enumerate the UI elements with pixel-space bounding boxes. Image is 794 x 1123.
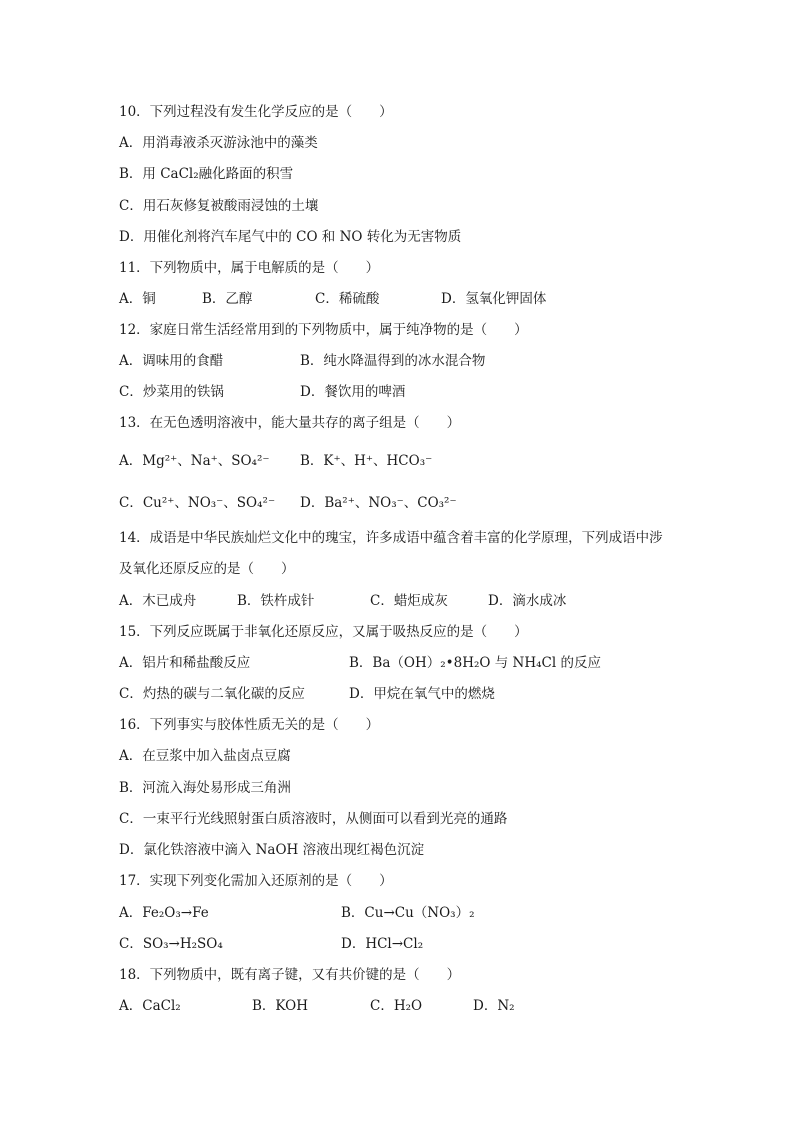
question-10-option-a: A．用消毒液杀灭游泳池中的藻类 <box>119 135 318 151</box>
question-10-stem: 10．下列过程没有发生化学反应的是（ ） <box>119 104 393 120</box>
question-17-stem: 17．实现下列变化需加入还原剂的是（ ） <box>119 873 393 889</box>
question-18-option-b: B．KOH <box>252 998 308 1014</box>
question-11-option-d: D．氢氧化钾固体 <box>441 291 547 307</box>
question-14-option-d: D．滴水成冰 <box>488 593 567 609</box>
question-13-option-a: A．Mg²⁺、Na⁺、SO₄²⁻ <box>119 453 270 469</box>
question-12-option-b: B．纯水降温得到的冰水混合物 <box>300 353 486 369</box>
question-17-option-c: C．SO₃→H₂SO₄ <box>119 936 223 952</box>
question-16-option-d: D．氯化铁溶液中滴入 NaOH 溶液出现红褐色沉淀 <box>119 842 425 858</box>
question-15-option-d: D．甲烷在氧气中的燃烧 <box>349 686 495 702</box>
question-18-stem: 18．下列物质中，既有离子键，又有共价键的是（ ） <box>119 967 461 983</box>
question-17-option-d: D．HCl→Cl₂ <box>341 936 424 952</box>
question-10-option-c: C．用石灰修复被酸雨浸蚀的土壤 <box>119 198 319 214</box>
question-16-option-a: A．在豆浆中加入盐卤点豆腐 <box>119 748 291 764</box>
question-17-option-b: B．Cu→Cu（NO₃）₂ <box>341 905 475 921</box>
question-16-option-b: B．河流入海处易形成三角洲 <box>119 780 291 796</box>
question-15-option-c: C．灼热的碳与二氧化碳的反应 <box>119 686 305 702</box>
question-11-option-c: C．稀硫酸 <box>315 291 380 307</box>
question-13-option-d: D．Ba²⁺、NO₃⁻、CO₃²⁻ <box>300 495 457 511</box>
question-14-option-b: B．铁杵成针 <box>237 593 315 609</box>
question-13-option-b: B．K⁺、H⁺、HCO₃⁻ <box>300 453 433 469</box>
question-15-option-b: B．Ba（OH）₂•8H₂O 与 NH₄Cl 的反应 <box>349 655 601 671</box>
question-11-option-a: A．铜 <box>119 291 156 307</box>
question-18-option-d: D．N₂ <box>473 998 515 1014</box>
question-11-stem: 11．下列物质中，属于电解质的是（ ） <box>119 260 380 276</box>
question-12-stem: 12．家庭日常生活经常用到的下列物质中，属于纯净物的是（ ） <box>119 322 528 338</box>
question-12-option-d: D．餐饮用的啤酒 <box>300 384 406 400</box>
question-17-option-a: A．Fe₂O₃→Fe <box>119 905 209 921</box>
question-14-option-c: C．蜡炬成灰 <box>370 593 448 609</box>
question-12-option-c: C．炒菜用的铁锅 <box>119 384 224 400</box>
question-10-option-b: B．用 CaCl₂融化路面的积雪 <box>119 166 294 182</box>
question-16-option-c: C．一束平行光线照射蛋白质溶液时，从侧面可以看到光亮的通路 <box>119 811 508 827</box>
question-15-option-a: A．铝片和稀盐酸反应 <box>119 655 251 671</box>
question-18-option-a: A．CaCl₂ <box>119 998 181 1014</box>
question-13-stem: 13．在无色透明溶液中，能大量共存的离子组是（ ） <box>119 415 461 431</box>
question-18-option-c: C．H₂O <box>370 998 423 1014</box>
question-14-stem-cont: 及氧化还原反应的是（ ） <box>119 561 295 577</box>
question-14-option-a: A．木已成舟 <box>119 593 197 609</box>
question-13-option-c: C．Cu²⁺、NO₃⁻、SO₄²⁻ <box>119 495 276 511</box>
question-12-option-a: A．调味用的食醋 <box>119 353 224 369</box>
question-14-stem: 14．成语是中华民族灿烂文化中的瑰宝，许多成语中蕴含着丰富的化学原理，下列成语中涉 <box>119 530 663 546</box>
question-16-stem: 16．下列事实与胶体性质无关的是（ ） <box>119 717 380 733</box>
question-15-stem: 15．下列反应既属于非氧化还原反应，又属于吸热反应的是（ ） <box>119 624 528 640</box>
question-10-option-d: D．用催化剂将汽车尾气中的 CO 和 NO 转化为无害物质 <box>119 229 462 245</box>
question-11-option-b: B．乙醇 <box>202 291 253 307</box>
